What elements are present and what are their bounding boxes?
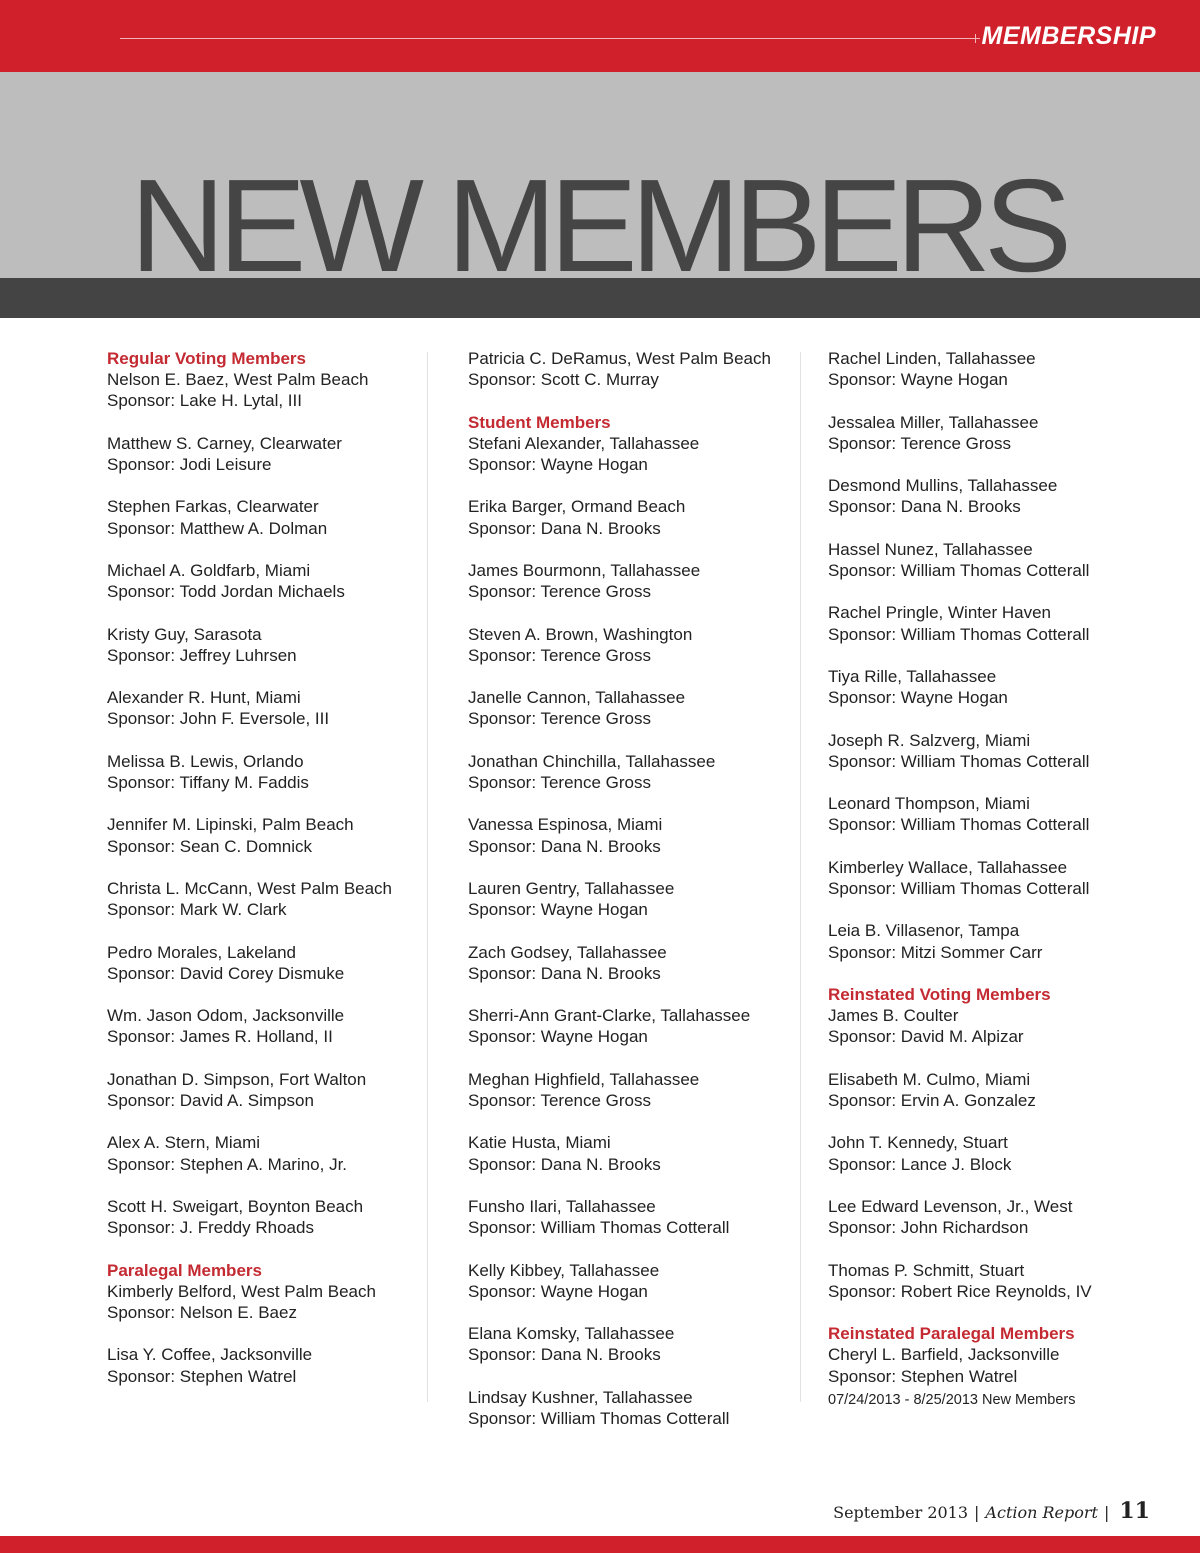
member-entry bbox=[468, 1260, 808, 1302]
page-number: 11 bbox=[1119, 1498, 1150, 1524]
member-name: Desmond Mullins, Tallahassee bbox=[828, 476, 1058, 496]
member-entry bbox=[468, 433, 808, 475]
member-sponsor: Sponsor: William Thomas Cotterall bbox=[828, 815, 1090, 835]
member-sponsor: Sponsor: Wayne Hogan bbox=[828, 370, 1008, 390]
member-sponsor: Sponsor: Mitzi Sommer Carr bbox=[828, 942, 1043, 962]
bottom-banner bbox=[0, 1536, 1200, 1553]
member-sponsor: Sponsor: Terence Gross bbox=[468, 645, 651, 665]
member-name: Alex A. Stern, Miami bbox=[107, 1133, 261, 1153]
member-entry bbox=[828, 730, 1128, 772]
member-entry bbox=[468, 942, 808, 984]
member-entry bbox=[828, 1260, 1128, 1302]
member-entry bbox=[468, 814, 808, 856]
member-sponsor: Sponsor: Scott C. Murray bbox=[468, 370, 659, 390]
member-entry bbox=[828, 1344, 1128, 1386]
member-entry bbox=[107, 1069, 447, 1111]
member-name: Lee Edward Levenson, Jr., West bbox=[828, 1196, 1073, 1216]
member-sponsor: Sponsor: Dana N. Brooks bbox=[468, 518, 661, 538]
member-entry bbox=[107, 878, 447, 920]
member-sponsor: Sponsor: David M. Alpizar bbox=[828, 1027, 1024, 1047]
member-entry bbox=[468, 1196, 808, 1238]
banner-rule bbox=[120, 38, 980, 39]
member-sponsor: Sponsor: Terence Gross bbox=[828, 433, 1011, 453]
member-name: Matthew S. Carney, Clearwater bbox=[107, 433, 342, 453]
member-entry bbox=[468, 1323, 808, 1365]
member-entry bbox=[828, 1132, 1128, 1174]
member-name: Elana Komsky, Tallahassee bbox=[468, 1324, 675, 1344]
member-sponsor: Sponsor: Mark W. Clark bbox=[107, 900, 287, 920]
member-sponsor: Sponsor: Dana N. Brooks bbox=[468, 963, 661, 983]
member-name: Funsho Ilari, Tallahassee bbox=[468, 1196, 656, 1216]
member-entry bbox=[828, 793, 1128, 835]
member-sponsor: Sponsor: Ervin A. Gonzalez bbox=[828, 1090, 1036, 1110]
member-name: Wm. Jason Odom, Jacksonville bbox=[107, 1006, 345, 1026]
member-sponsor: Sponsor: J. Freddy Rhoads bbox=[107, 1218, 314, 1238]
member-name: Jonathan Chinchilla, Tallahassee bbox=[468, 751, 716, 771]
member-entry bbox=[107, 751, 447, 793]
member-sponsor: Sponsor: Terence Gross bbox=[468, 582, 651, 602]
member-name: Janelle Cannon, Tallahassee bbox=[468, 688, 686, 708]
member-entry bbox=[828, 475, 1128, 517]
member-name: Leia B. Villasenor, Tampa bbox=[828, 921, 1020, 941]
member-entry bbox=[107, 1132, 447, 1174]
member-sponsor: Sponsor: Dana N. Brooks bbox=[468, 1154, 661, 1174]
member-sponsor: Sponsor: Robert Rice Reynolds, IV bbox=[828, 1281, 1092, 1301]
member-sponsor: Sponsor: Lance J. Block bbox=[828, 1154, 1012, 1174]
member-entry bbox=[468, 751, 808, 793]
member-sponsor: Sponsor: Terence Gross bbox=[468, 772, 651, 792]
member-sponsor: Sponsor: William Thomas Cotterall bbox=[828, 560, 1090, 580]
member-name: Michael A. Goldfarb, Miami bbox=[107, 560, 311, 580]
member-name: Katie Husta, Miami bbox=[468, 1133, 611, 1153]
member-name: Lisa Y. Coffee, Jacksonville bbox=[107, 1345, 313, 1365]
member-sponsor: Sponsor: Wayne Hogan bbox=[828, 688, 1008, 708]
footer-publication: Action Report bbox=[985, 1503, 1098, 1522]
member-name: Kristy Guy, Sarasota bbox=[107, 624, 262, 644]
section-heading: Regular Voting Members bbox=[107, 349, 306, 368]
member-entry bbox=[468, 560, 808, 602]
member-entry bbox=[468, 496, 808, 538]
member-name: Christa L. McCann, West Palm Beach bbox=[107, 878, 393, 898]
member-name: Rachel Pringle, Winter Haven bbox=[828, 603, 1051, 623]
member-sponsor: Sponsor: Jodi Leisure bbox=[107, 455, 272, 474]
member-sponsor: Sponsor: Dana N. Brooks bbox=[828, 497, 1021, 517]
member-entry bbox=[828, 539, 1128, 581]
member-sponsor: Sponsor: David A. Simpson bbox=[107, 1090, 314, 1110]
top-banner bbox=[0, 0, 1200, 72]
member-entry bbox=[828, 920, 1128, 962]
section-heading: Reinstated Voting Members bbox=[828, 984, 1051, 1004]
member-sponsor: Sponsor: Wayne Hogan bbox=[468, 900, 648, 920]
member-name: Melissa B. Lewis, Orlando bbox=[107, 751, 304, 771]
member-sponsor: Sponsor: Lake H. Lytal, III bbox=[107, 391, 302, 411]
member-name: James Bourmonn, Tallahassee bbox=[468, 560, 701, 580]
member-sponsor: Sponsor: William Thomas Cotterall bbox=[828, 878, 1090, 898]
member-name: Thomas P. Schmitt, Stuart bbox=[828, 1260, 1025, 1280]
member-entry bbox=[107, 433, 447, 475]
member-sponsor: Sponsor: Stephen A. Marino, Jr. bbox=[107, 1154, 348, 1174]
member-name: Jessalea Miller, Tallahassee bbox=[828, 412, 1039, 432]
member-name: Cheryl L. Barfield, Jacksonville bbox=[828, 1345, 1060, 1365]
member-sponsor: Sponsor: Wayne Hogan bbox=[468, 455, 648, 474]
member-name: Elisabeth M. Culmo, Miami bbox=[828, 1069, 1031, 1089]
member-entry bbox=[468, 1132, 808, 1174]
member-sponsor: Sponsor: Terence Gross bbox=[468, 1090, 651, 1110]
member-entry bbox=[107, 814, 447, 856]
member-sponsor: Sponsor: Nelson E. Baez bbox=[107, 1302, 297, 1322]
member-entry bbox=[468, 624, 808, 666]
member-sponsor: Sponsor: Jeffrey Luhrsen bbox=[107, 645, 297, 665]
member-name: Hassel Nunez, Tallahassee bbox=[828, 539, 1033, 559]
member-name: Stefani Alexander, Tallahassee bbox=[468, 433, 700, 453]
section-heading: Reinstated Paralegal Members bbox=[828, 1324, 1075, 1344]
member-name: Stephen Farkas, Clearwater bbox=[107, 497, 319, 517]
member-name: Jonathan D. Simpson, Fort Walton bbox=[107, 1069, 367, 1089]
member-sponsor: Sponsor: Wayne Hogan bbox=[468, 1281, 648, 1301]
member-name: Patricia C. DeRamus, West Palm Beach bbox=[468, 349, 771, 368]
member-entry bbox=[107, 496, 447, 538]
member-entry bbox=[107, 1196, 447, 1238]
member-name: Rachel Linden, Tallahassee bbox=[828, 349, 1036, 368]
member-sponsor: Sponsor: James R. Holland, II bbox=[107, 1027, 333, 1047]
member-sponsor: Sponsor: Todd Jordan Michaels bbox=[107, 582, 345, 602]
member-sponsor: Sponsor: Wayne Hogan bbox=[468, 1027, 648, 1047]
member-entry bbox=[107, 560, 447, 602]
member-sponsor: Sponsor: Tiffany M. Faddis bbox=[107, 772, 309, 792]
banner-rule-end bbox=[975, 34, 976, 43]
member-name: Kelly Kibbey, Tallahassee bbox=[468, 1260, 660, 1280]
member-name: Sherri-Ann Grant-Clarke, Tallahassee bbox=[468, 1006, 751, 1026]
member-name: Steven A. Brown, Washington bbox=[468, 624, 693, 644]
member-entry bbox=[828, 602, 1128, 644]
member-entry bbox=[107, 687, 447, 729]
member-name: John T. Kennedy, Stuart bbox=[828, 1133, 1008, 1153]
member-column-1 bbox=[107, 348, 447, 1408]
member-entry bbox=[468, 878, 808, 920]
member-name: Zach Godsey, Tallahassee bbox=[468, 942, 667, 962]
footer-separator: | bbox=[1103, 1503, 1110, 1522]
member-name: Alexander R. Hunt, Miami bbox=[107, 688, 301, 708]
member-sponsor: Sponsor: Stephen Watrel bbox=[828, 1366, 1018, 1386]
member-name: Leonard Thompson, Miami bbox=[828, 794, 1030, 814]
section-heading: Student Members bbox=[468, 412, 611, 432]
member-column-3 bbox=[828, 348, 1128, 1409]
member-sponsor: Sponsor: Matthew A. Dolman bbox=[107, 518, 328, 538]
member-name: Kimberly Belford, West Palm Beach bbox=[107, 1281, 376, 1301]
member-entry bbox=[107, 1281, 447, 1323]
member-name: Tiya Rille, Tallahassee bbox=[828, 666, 997, 686]
page-footer bbox=[833, 1498, 1150, 1524]
section-heading: Paralegal Members bbox=[107, 1260, 262, 1280]
member-entry bbox=[468, 687, 808, 729]
member-name: Joseph R. Salzverg, Miami bbox=[828, 730, 1031, 750]
member-entry bbox=[468, 1005, 808, 1047]
member-entry bbox=[828, 857, 1128, 899]
member-entry bbox=[828, 1069, 1128, 1111]
member-entry bbox=[107, 369, 447, 411]
member-sponsor: Sponsor: David Corey Dismuke bbox=[107, 963, 345, 983]
date-range-note: 07/24/2013 - 8/25/2013 New Members bbox=[828, 1391, 1076, 1408]
member-name: Vanessa Espinosa, Miami bbox=[468, 815, 663, 835]
member-entry bbox=[828, 348, 1128, 390]
member-entry bbox=[828, 1196, 1128, 1238]
page-title: NEW MEMBERS bbox=[130, 152, 1066, 299]
member-sponsor: Sponsor: Stephen Watrel bbox=[107, 1366, 297, 1386]
member-entry bbox=[107, 624, 447, 666]
section-label: MEMBERSHIP bbox=[981, 22, 1156, 50]
member-sponsor: Sponsor: William Thomas Cotterall bbox=[828, 624, 1090, 644]
member-name: Kimberley Wallace, Tallahassee bbox=[828, 857, 1068, 877]
member-name: Jennifer M. Lipinski, Palm Beach bbox=[107, 815, 354, 835]
member-name: Lauren Gentry, Tallahassee bbox=[468, 878, 675, 898]
member-sponsor: Sponsor: Dana N. Brooks bbox=[468, 1345, 661, 1365]
member-sponsor: Sponsor: Sean C. Domnick bbox=[107, 836, 313, 856]
member-name: Scott H. Sweigart, Boynton Beach bbox=[107, 1196, 364, 1216]
member-sponsor: Sponsor: John Richardson bbox=[828, 1218, 1029, 1238]
member-entry bbox=[107, 942, 447, 984]
member-name: Lindsay Kushner, Tallahassee bbox=[468, 1387, 693, 1407]
footer-date: September 2013 bbox=[833, 1503, 969, 1522]
member-entry bbox=[468, 1387, 808, 1429]
member-sponsor: Sponsor: Terence Gross bbox=[468, 709, 651, 729]
member-name: Pedro Morales, Lakeland bbox=[107, 942, 297, 962]
member-entry bbox=[828, 1005, 1128, 1047]
member-name: James B. Coulter bbox=[828, 1006, 959, 1026]
member-entry bbox=[468, 348, 808, 390]
member-entry bbox=[468, 1069, 808, 1111]
member-sponsor: Sponsor: William Thomas Cotterall bbox=[468, 1218, 730, 1238]
member-entry bbox=[828, 412, 1128, 454]
footer-separator: | bbox=[974, 1503, 980, 1522]
member-name: Erika Barger, Ormand Beach bbox=[468, 497, 686, 517]
member-sponsor: Sponsor: John F. Eversole, III bbox=[107, 709, 330, 729]
member-sponsor: Sponsor: Dana N. Brooks bbox=[468, 836, 661, 856]
member-column-2 bbox=[468, 348, 808, 1450]
member-sponsor: Sponsor: William Thomas Cotterall bbox=[468, 1408, 730, 1428]
member-name: Nelson E. Baez, West Palm Beach bbox=[107, 370, 369, 390]
member-sponsor: Sponsor: William Thomas Cotterall bbox=[828, 751, 1090, 771]
member-entry bbox=[107, 1005, 447, 1047]
member-entry bbox=[107, 1344, 447, 1386]
member-entry bbox=[828, 666, 1128, 708]
member-name: Meghan Highfield, Tallahassee bbox=[468, 1069, 700, 1089]
